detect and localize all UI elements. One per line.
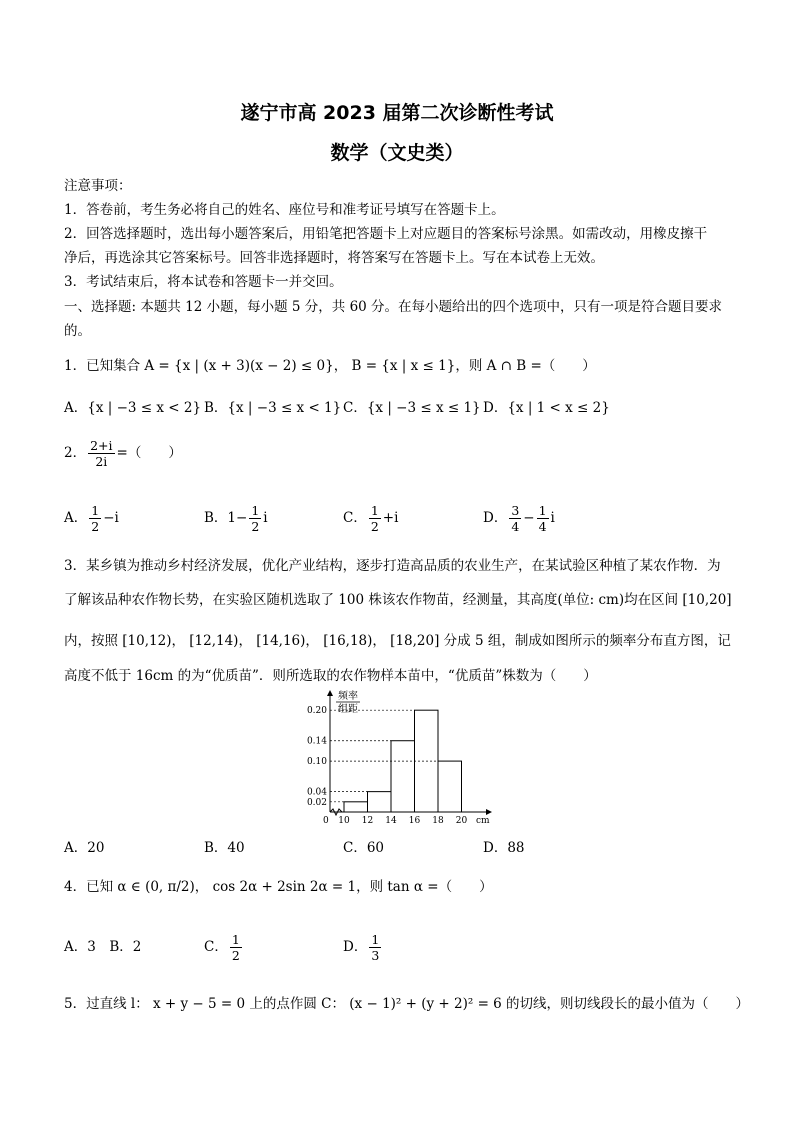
q2-option-b-fraction — [249, 503, 261, 534]
q2-option-a-label: A． — [64, 510, 88, 526]
note-item-1: 1．答卷前，考生务必将自己的姓名、座位号和准考证号填写在答题卡上。 — [64, 202, 505, 218]
q2-stem — [64, 438, 182, 469]
q4-option-d-label: D． — [343, 939, 368, 955]
q4-stem: 4．已知 α ∈ (0, π/2)， cos 2α + 2sin 2α = 1，则 tan α =（ ） — [64, 879, 493, 895]
q2-option-b-label: B．1− — [204, 510, 248, 526]
x-tick-label: 0 — [323, 816, 329, 825]
q2-option-b-den: 2 — [251, 519, 260, 534]
q2-option-d-minus: − — [523, 510, 535, 526]
q2-option-b — [204, 503, 268, 534]
q3-option-a: A．20 — [64, 840, 105, 856]
q2-option-c-fraction — [369, 503, 381, 534]
q3-option-d: D．88 — [483, 840, 525, 856]
q2-option-d-tail: i — [550, 510, 555, 526]
x-tick-label: 10 — [338, 816, 350, 825]
y-axis-label-top: 频率 — [338, 691, 358, 702]
exam-subtitle: 数学（文史类） — [330, 142, 464, 164]
q2-option-a-fraction — [89, 503, 101, 534]
y-axis-label-bottom: 组距 — [338, 704, 358, 715]
q2-option-c-num: 1 — [370, 503, 379, 518]
q1-option-d: D．{x | 1 < x ≤ 2} — [483, 400, 610, 416]
q1-stem: 1．已知集合 A = {x | (x + 3)(x − 2) ≤ 0}， B = {x | x ≤ 1}，则 A ∩ B =（ ） — [64, 358, 596, 374]
q2-option-a-num: 1 — [91, 503, 100, 518]
q1-option-c: C．{x | −3 ≤ x ≤ 1} — [343, 400, 481, 416]
x-axis-arrow — [486, 809, 492, 815]
y-tick-label: 0.10 — [306, 757, 327, 768]
q2-option-c-tail: +i — [382, 510, 399, 526]
q4-option-d-den: 3 — [371, 948, 380, 963]
q4-option-d — [343, 932, 383, 963]
q4-option-d-fraction — [369, 932, 381, 963]
q1-option-a: A．{x | −3 ≤ x < 2} — [64, 400, 202, 416]
q3-line-4: 高度不低于 16cm 的为“优质苗”．则所选取的农作物样本苗中，“优质苗”株数为（ ） — [64, 668, 597, 684]
q3-line-1: 3．某乡镇为推动乡村经济发展，优化产业结构，逐步打造高品质的农业生产，在某试验区种植了某农作物．为 — [64, 558, 721, 574]
q4-option-ab: A．3 B．2 — [64, 939, 142, 955]
q2-option-d-fraction-1 — [509, 503, 521, 534]
exam-title: 遂宁市高 2023 届第二次诊断性考试 — [240, 102, 554, 124]
q2-option-a — [64, 503, 119, 534]
q2-number: 2． — [64, 445, 87, 461]
x-tick-label: 12 — [361, 816, 374, 825]
x-tick-label: 14 — [385, 816, 397, 825]
section-heading-cont: 的。 — [64, 323, 91, 339]
q4-option-c-num: 1 — [231, 932, 240, 947]
note-item-2-cont: 净后，再选涂其它答案标号。回答非选择题时，将答案写在答题卡上。写在本试卷上无效。 — [64, 250, 604, 266]
x-tick-label: 18 — [432, 816, 444, 825]
x-axis-label: cm — [476, 816, 490, 825]
frequency-histogram — [296, 690, 496, 825]
notes-heading: 注意事项： — [64, 178, 132, 194]
q2-option-b-tail: i — [263, 510, 268, 526]
q2-option-b-num: 1 — [251, 503, 260, 518]
q1-option-b: B．{x | −3 ≤ x < 1} — [204, 400, 342, 416]
q2-option-a-den: 2 — [91, 519, 100, 534]
q2-option-d-den-1: 4 — [511, 519, 520, 534]
q2-option-d-label: D． — [483, 510, 508, 526]
q4-option-c-label: C． — [204, 939, 228, 955]
section-heading: 一、选择题: 本题共 12 小题，每小题 5 分，共 60 分。在每小题给出的四个选项中，只有一项是符合题目要求 — [64, 299, 723, 315]
histogram-marks — [330, 710, 462, 812]
q4-option-d-num: 1 — [371, 932, 380, 947]
note-item-2: 2．回答选择题时，选出每小题答案后，用铅笔把答题卡上对应题目的答案标号涂黑。如需改动，用橡皮擦干 — [64, 226, 708, 242]
y-axis-arrow — [327, 690, 333, 696]
x-tick-label: 20 — [455, 816, 468, 825]
q4-option-c — [204, 932, 244, 963]
histogram-bar — [344, 802, 368, 812]
q2-option-d — [483, 503, 555, 534]
q2-option-d-den-2: 4 — [538, 519, 547, 534]
q2-option-c — [343, 503, 398, 534]
histogram-bar — [391, 741, 415, 812]
q5-stem: 5．过直线 l： x + y − 5 = 0 上的点作圆 C： (x − 1)² + (y + 2)² = 6 的切线，则切线段长的最小值为（ ） — [64, 996, 750, 1012]
note-item-3: 3．考试结束后，将本试卷和答题卡一并交回。 — [64, 274, 343, 290]
y-tick-label: 0.04 — [306, 787, 327, 798]
y-tick-label: 0.02 — [306, 797, 327, 808]
q2-option-c-den: 2 — [370, 519, 379, 534]
y-tick-label: 0.14 — [306, 736, 327, 747]
q3-option-b: B．40 — [204, 840, 245, 856]
q3-line-2: 了解该品种农作物长势，在实验区随机选取了 100 株该农作物苗，经测量，其高度(单位: cm)均在区间 [10,20] — [64, 592, 732, 608]
q2-tail: =（ ） — [116, 445, 182, 461]
y-tick-label: 0.20 — [306, 706, 327, 717]
histogram-bar — [368, 792, 392, 812]
q2-option-d-fraction-2 — [537, 503, 549, 534]
q2-option-a-tail: −i — [103, 510, 119, 526]
x-tick-label: 16 — [408, 816, 421, 825]
histogram-bar — [438, 761, 462, 812]
q4-option-c-fraction — [230, 932, 242, 963]
q2-option-c-label: C． — [343, 510, 367, 526]
q2-option-d-num-2: 1 — [538, 503, 547, 518]
q4-option-c-den: 2 — [231, 948, 240, 963]
q2-numerator: 2+i — [90, 438, 113, 453]
q3-option-c: C．60 — [343, 840, 385, 856]
q3-line-3: 内，按照 [10,12)， [12,14)， [14,16)， [16,18)， [18,20] 分成 5 组，制成如图所示的频率分布直方图，记 — [64, 633, 731, 649]
q2-fraction — [88, 438, 114, 469]
q2-option-d-num-1: 3 — [511, 503, 520, 518]
q2-denominator: 2i — [95, 454, 108, 469]
